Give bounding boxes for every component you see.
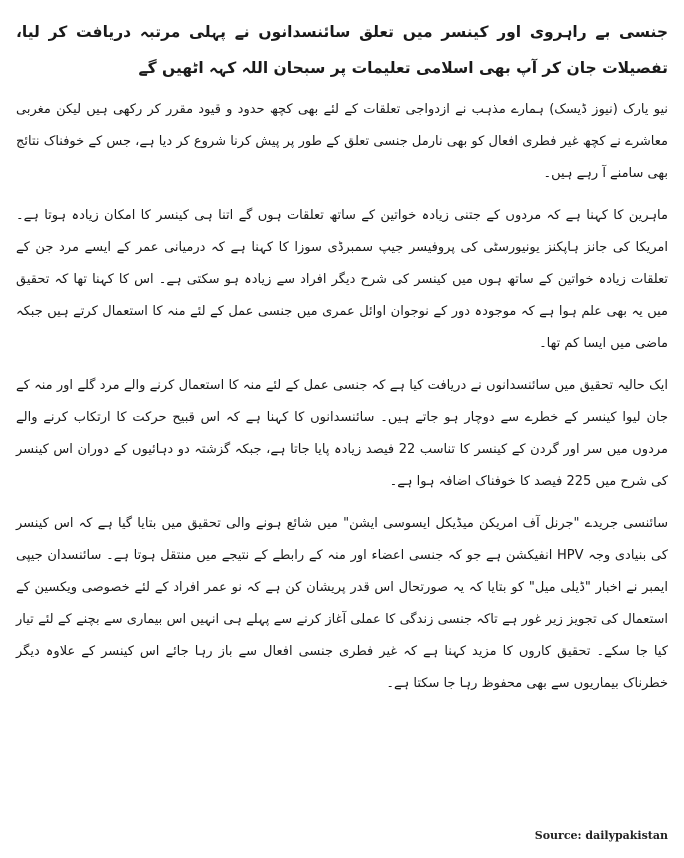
article-paragraph-1: نیو یارک (نیوز ڈیسک) ہمارے مذہب نے ازدواجی تعلقات کے لئے بھی کچھ حدود و قیود مقرر کر رکھی ہیں لیکن مغربی معاشرے نے کچھ غیر فطری افعال کو بھی نارمل جنسی تعلق کے طور پر پیش کرنا شروع کر دیا ہے، جس کے خوفناک نتائج بھی سامنے آ رہے ہیں۔: [16, 102, 668, 181]
article-paragraph-4: سائنسی جریدے "جرنل آف امریکن میڈیکل ایسوسی ایشن" میں شائع ہونے والی تحقیق میں بتایا گیا ہے کہ اس کینسر کی بنیادی وجہ HPV انفیکشن ہے جو کہ جنسی اعضاء اور منہ کے رابطے کے نتیجے میں منتقل ہوتا ہے۔ سائنسدان جیپی ایمبر نے اخبار "ڈیلی میل" کو بتایا کہ یہ صورتحال اس قدر پریشان کن ہے کہ نو عمر افراد کے لئے خصوصی ویکسین کے استعمال کی تجویز زیر غور ہے تاکہ جنسی زندگی کا عملی آغاز کرنے سے پہلے ہی انہیں اس بیماری سے بچنے کے لئے تیار کیا جا سکے۔ تحقیق کاروں کا مزید کہنا ہے کہ غیر فطری جنسی افعال سے باز رہا جائے اس کینسر کے علاوہ دیگر خطرناک بیماریوں سے بھی محفوظ رہا جا سکتا ہے۔: [16, 516, 668, 691]
article-paragraph-2: ماہرین کا کہنا ہے کہ مردوں کے جتنی زیادہ خواتین کے ساتھ تعلقات ہوں گے اتنا ہی کینسر کا امکان زیادہ ہوتا ہے۔ امریکا کی جانز ہاپکنز یونیورسٹی کی پروفیسر جیپ سمبرڈی سوزا کا کہنا ہے کہ درمیانی عمر کے ایسے مرد جن کے تعلقات زیادہ خواتین کے ساتھ ہوں میں کینسر کی شرح دیگر افراد سے زیادہ ہو سکتی ہے۔ اس کا کہنا تھا کہ تحقیق میں یہ بھی علم ہوا ہے کہ موجودہ دور کے نوجوان اوائل عمری میں جنسی عمل کے لئے منہ کا استعمال کرتے ہیں جبکہ ماضی میں ایسا کم تھا۔: [16, 208, 668, 351]
article-paragraph-3: ایک حالیہ تحقیق میں سائنسدانوں نے دریافت کیا ہے کہ جنسی عمل کے لئے منہ کا استعمال کرنے والے مرد گلے اور منہ کے جان لیوا کینسر کے خطرے سے دوچار ہو جاتے ہیں۔ سائنسدانوں کا کہنا ہے کہ اس قبیح حرکت کا ارتکاب کرنے والے مردوں میں سر اور گردن کے کینسر کا تناسب 22 فیصد زیادہ پایا جاتا ہے، جبکہ گزشتہ دو دہائیوں کے دوران اس کینسر کی شرح میں 225 فیصد کا خوفناک اضافہ ہوا ہے۔: [16, 378, 669, 489]
source-credit: Source: dailypakistan: [534, 829, 668, 842]
article-headline: جنسی بے راہروی اور کینسر میں تعلق سائنسدانوں نے پہلی مرتبہ دریافت کر لیا، تفصیلات جان کر آپ بھی اسلامی تعلیمات پر سبحان اللہ کہہ اٹھیں گے: [16, 23, 668, 77]
